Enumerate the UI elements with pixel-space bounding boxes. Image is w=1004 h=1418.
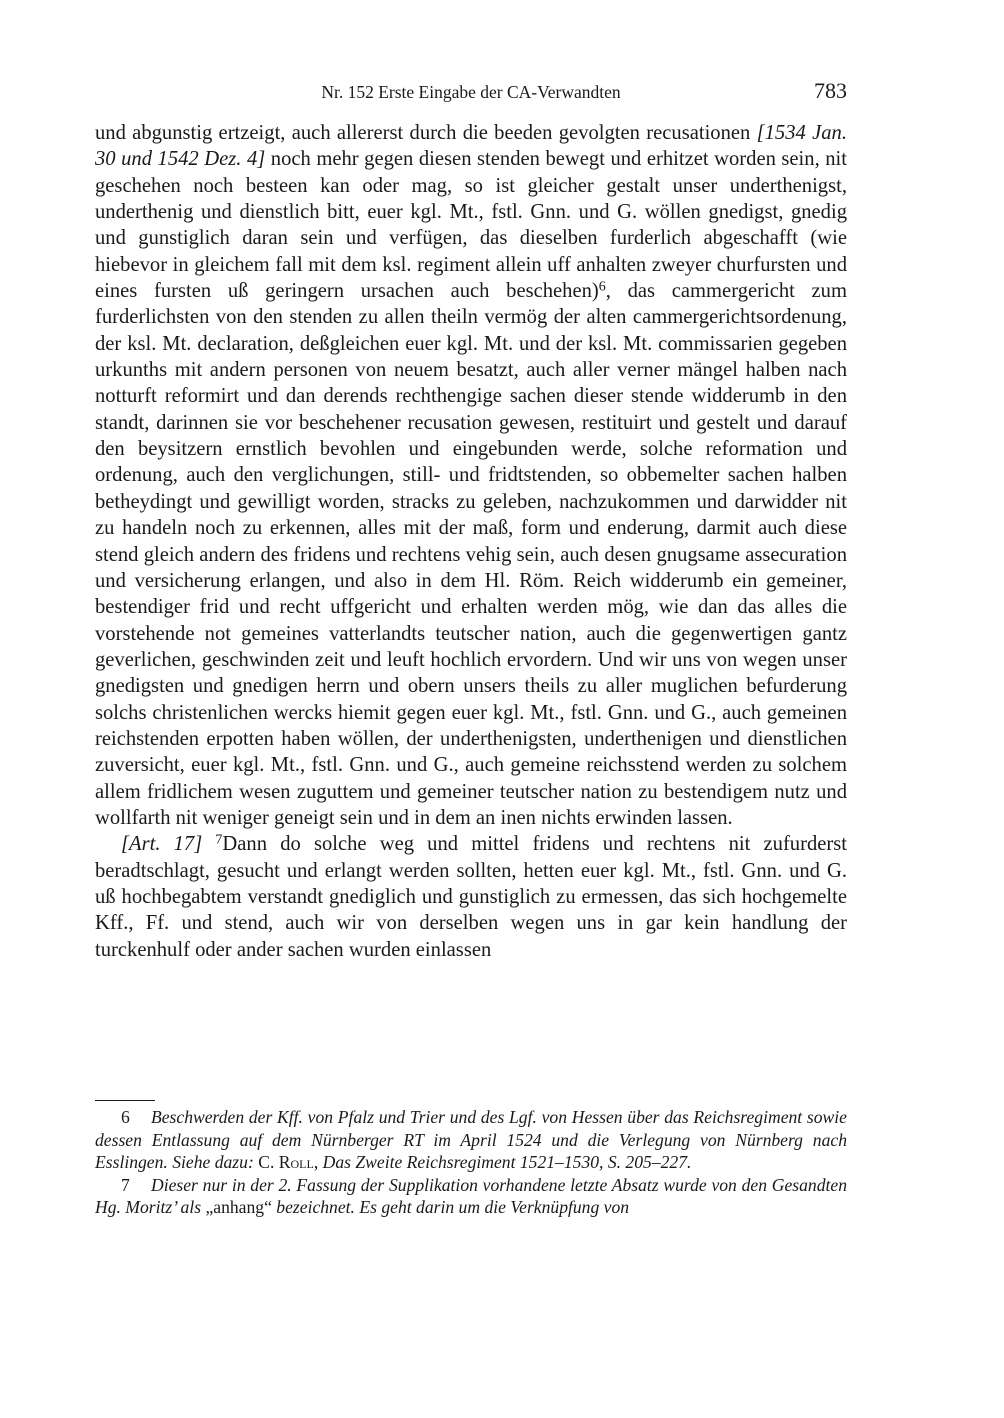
author-name: Roll xyxy=(278,1152,314,1173)
separator: , xyxy=(313,1152,323,1173)
footnote-6 xyxy=(95,1106,847,1174)
running-title: Nr. 152 Erste Eingabe der CA-Verwandten xyxy=(321,82,621,102)
footnote-number: 7 xyxy=(121,1174,130,1195)
footnote-text: Dieser nur in der 2. Fassung der Supplikation vorhandene letzte Absatz wurde von den Gesandten Hg. Moritz’ als xyxy=(95,1174,847,1218)
footnote-number: 6 xyxy=(121,1107,130,1127)
quoted-term: „anhang“ xyxy=(205,1197,272,1218)
footnote-rule xyxy=(95,1100,155,1101)
paragraph-1-part-a: und abgunstig ertzeigt, auch allererst durch die beeden gevolgten recusationen xyxy=(95,122,757,144)
footnote-text: Beschwerden der Kff. von Pfalz und Trier und des Lgf. von Hessen über das Reichsregiment sowie dessen Entlassung auf dem Nürnberger RT im April 1524 und die Verlegung von Nürnberg nach Esslingen. Siehe dazu: xyxy=(95,1107,847,1173)
page-number: 783 xyxy=(814,78,847,103)
article-label: [Art. 17] xyxy=(121,833,203,856)
author-initial: C. xyxy=(258,1152,279,1173)
footnotes xyxy=(95,1106,847,1219)
paragraph-1 xyxy=(95,120,847,831)
paragraph-1-part-c: , das cammergericht zum furderlichsten von den stenden zu allen theiln vermög der alten cammergerichtsordenung, der ksl. Mt. declaration, deßgleichen euer kgl. Mt. und der ksl. Mt. commissarien gegeben urkunths mit andern personen von neuem besatzt, auch aller verner mängel halben nach notturft reformirt und dan derends rechthengige sachen dieser stende widderumb in den standt, darinnen sie vor beschehener recusation gewesen, restituirt und gestelt und darauf den beysitzern ernstlich bevohlen und eingebunden werde, solche reformation und ordenung, auch den verglichungen, still- und fridtstenden, so obbemelter sachen halben betheydingt und gewilligt worden, stracks zu geleben, nachzukommen und darwidder nit zu handeln noch zu erkennen, alles mit der maß, form und enderung, darmit auch diese stend gleich andern des fridens und rechtens vehig sein, auch desen gnugsame assecuration und versicherung erlangen, und also in dem Hl. Röm. Reich widderumb ein gemeiner, bestendiger frid und recht uffgericht und erhalten werden mög, wie dan das alles die vorstehende not gemeines vatterlandts teutscher nation, auch die gegenwertigen gantz geverlichen, geschwinden zeit und leuft hochlich ervordern. Und wir uns von wegen unser gnedigsten und gnedigen herrn und obern unsers theils zu aller muglichen befurderung solchs christenlichen wercks hiemit gegen euer kgl. Mt., fstl. Gnn. und G., auch gemeinen reichstenden erpotten haben wöllen, der underthenigsten, underthenigen und dienstlichen zuversicht, euer kgl. Mt., fstl. Gnn. und G., auch gemeine reichsstend werden zu solchem allem fridlichem wesen zuguttem und gemeiner teutscher nation zu bestendigem nutz und wollfarth nit weniger geneigt sein und in dem an inen nichts erwinden lassen. xyxy=(95,280,848,829)
work-title: Das Zweite Reichsregiment 1521–1530, S. 205–227. xyxy=(322,1152,692,1173)
paragraph-2-text: Dann do solche weg und mittel fridens und rechtens nit zufurderst beradtschlagt, gesucht und erlangt werden sollten, hetten euer kgl. Mt., fstl. Gnn. und G. uß hochbegabtem verstandt gnediglich und gunstiglich zu ermessen, das sich hochgemelte Kff., Ff. und stend, auch wir von derselben wegen uns in gar kein handlung der turckenhulf oder ander sachen wurden einlassen xyxy=(95,833,847,961)
paragraph-2 xyxy=(95,831,847,963)
running-head xyxy=(95,78,847,108)
footnote-ref-6[interactable]: 6 xyxy=(598,279,606,295)
footnote-ref-7[interactable]: 7 xyxy=(215,832,223,848)
paragraph-1-part-b: noch mehr gegen diesen stenden bewegt und erhitzet worden sein, nit geschehen noch besteen kan oder mag, so ist gleicher gestalt unser underthenigst, underthenig und dienstlich bitt, euer kgl. Mt., fstl. Gnn. und G. wöllen gnedigst, gnedig und gunstiglich daran sein und verfügen, das dieselben furderlich abgeschafft (wie hiebevor in gleichem fall mit dem ksl. regiment allein uff anhalten zweyer churfursten und eines fursten uß geringern ursachen auch beschehen) xyxy=(95,148,847,303)
footnote-7 xyxy=(95,1174,847,1219)
footnote-text-continued: bezeichnet. Es geht darin um die Verknüpfung von xyxy=(271,1197,630,1218)
date-reference: [1534 Jan. 30 und 1542 Dez. 4] xyxy=(95,122,848,171)
main-text xyxy=(95,120,847,963)
